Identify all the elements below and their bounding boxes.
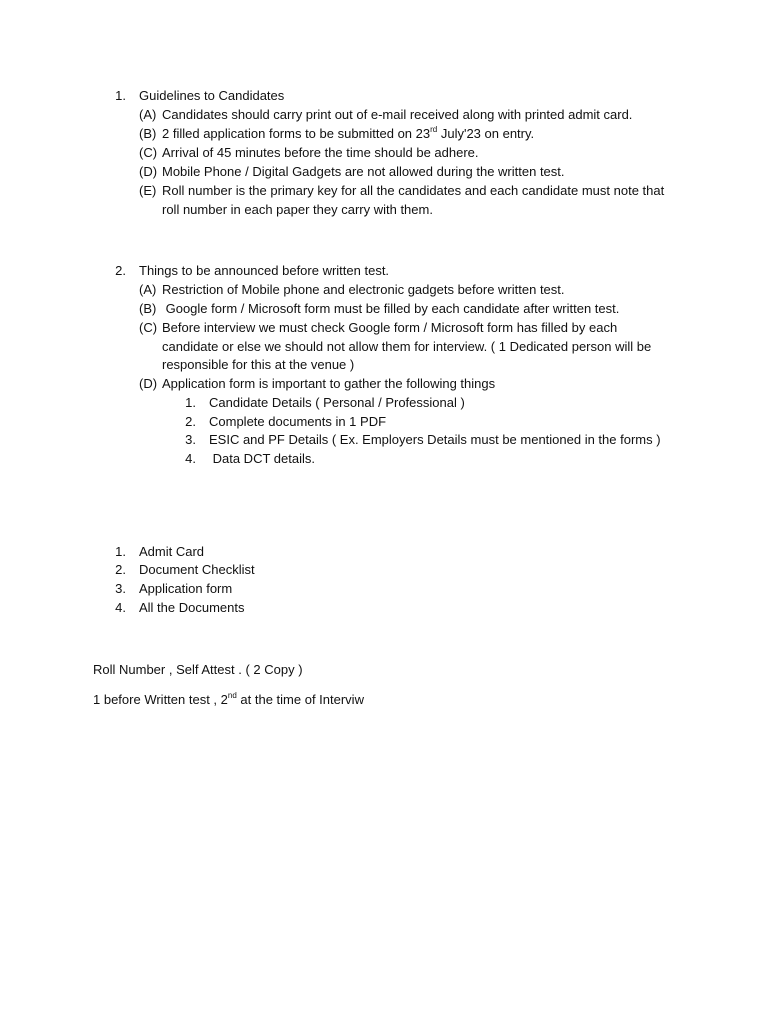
list-marker: (C) (139, 145, 158, 160)
list-item-text: Admit Card (139, 544, 205, 559)
list-item-text: Roll number is the primary key for all the candidates and each candidate must note that (162, 183, 665, 198)
list-marker: (B) (139, 301, 157, 316)
note-line (93, 690, 364, 709)
list-item-text: Before interview we must check Google form / Microsoft form has filled by each (162, 320, 618, 335)
list-marker: (E) (139, 183, 157, 198)
list-item-text: Restriction of Mobile phone and electronic gadgets before written test. (162, 282, 565, 297)
sublist-item-text: Data DCT details. (209, 451, 315, 466)
sublist-item-text: Candidate Details ( Personal / Professional ) (209, 395, 465, 410)
note-line: Roll Number , Self Attest . ( 2 Copy ) (93, 662, 303, 677)
text-part: July'23 on entry. (437, 126, 535, 141)
section1-heading: Guidelines to Candidates (139, 88, 285, 103)
sublist-marker: 3. (185, 432, 196, 447)
list-item-text: Application form (139, 581, 233, 596)
list-item-text: Mobile Phone / Digital Gadgets are not allowed during the written test. (162, 164, 565, 179)
list-marker: (C) (139, 320, 158, 335)
list-item-text: Document Checklist (139, 562, 255, 577)
sublist-marker: 1. (185, 395, 196, 410)
list-marker: (A) (139, 107, 157, 122)
sublist-item-text: ESIC and PF Details ( Ex. Employers Details must be mentioned in the forms ) (209, 432, 661, 447)
superscript: nd (227, 690, 237, 700)
list-item-text: responsible for this at the venue ) (162, 357, 355, 372)
superscript: rd (430, 124, 438, 134)
section2-number: 2. (115, 263, 126, 278)
list-item-text: Google form / Microsoft form must be filled by each candidate after written test. (162, 301, 620, 316)
list-marker: (D) (139, 164, 158, 179)
list-marker: 2. (115, 562, 126, 577)
sublist-marker: 4. (185, 451, 196, 466)
list-item-text: Arrival of 45 minutes before the time should be adhere. (162, 145, 479, 160)
list-marker: 1. (115, 544, 126, 559)
sublist-item-text: Complete documents in 1 PDF (209, 414, 387, 429)
list-item-text: roll number in each paper they carry with them. (162, 202, 433, 217)
list-marker: 3. (115, 581, 126, 596)
list-marker: 4. (115, 600, 126, 615)
text-part: at the time of Interviw (236, 692, 364, 707)
text-part: 1 before Written test , 2 (93, 692, 228, 707)
section1-number: 1. (115, 88, 126, 103)
sublist-marker: 2. (185, 414, 196, 429)
section2-heading: Things to be announced before written test. (139, 263, 390, 278)
list-item-text: candidate or else we should not allow them for interview. ( 1 Dedicated person will be (162, 339, 652, 354)
list-marker: (A) (139, 282, 157, 297)
text-part: 2 filled application forms to be submitted on 23 (162, 126, 431, 141)
list-item-text: All the Documents (139, 600, 245, 615)
list-marker: (D) (139, 376, 158, 391)
list-marker: (B) (139, 126, 157, 141)
list-item-text: Candidates should carry print out of e-mail received along with printed admit card. (162, 107, 633, 122)
list-item-text (162, 124, 534, 143)
list-item-text: Application form is important to gather the following things (162, 376, 496, 391)
